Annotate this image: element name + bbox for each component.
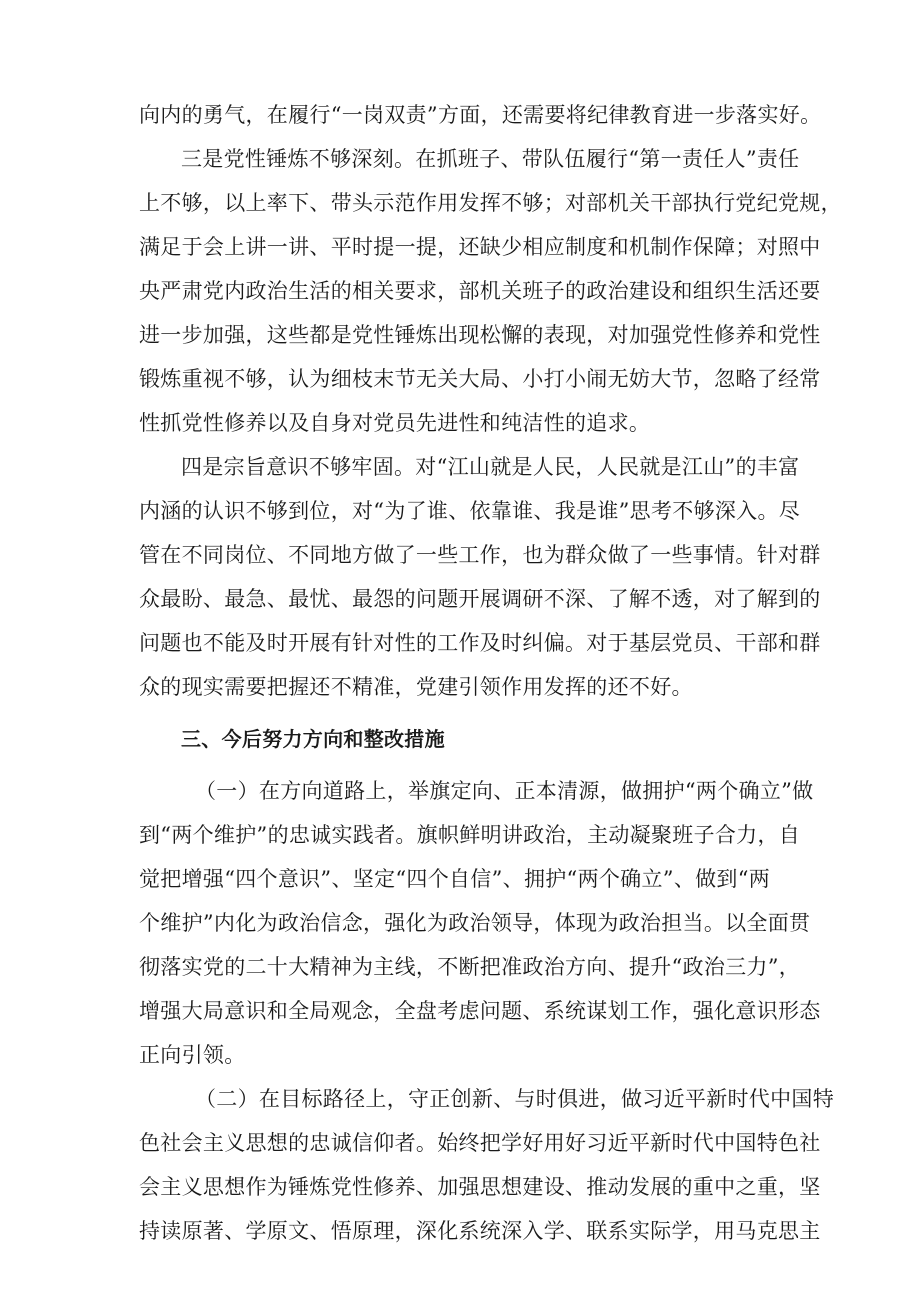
text-line: 锻炼重视不够，认为细枝末节无关大局、小打小闹无妨大节，忽略了经常 — [139, 367, 821, 391]
text-line: 向内的勇气，在履行“一岗双责”方面，还需要将纪律教育进一步落实好。 — [139, 103, 822, 127]
text-line: 觉把增强“四个意识”、坚定“四个自信”、拥护“两个确立”、做到“两 — [139, 867, 771, 891]
text-line: 三是党性锤炼不够深刻。在抓班子、带队伍履行“第一责任人”责任 — [181, 147, 800, 171]
text-line: 到“两个维护”的忠诚实践者。旗帜鲜明讲政治，主动凝聚班子合力，自 — [139, 823, 801, 847]
text-line: 增强大局意识和全局观念，全盘考虑问题、系统谋划工作，强化意识形态 — [139, 999, 821, 1023]
text-line: 彻落实党的二十大精神为主线，不断把准政治方向、提升“政治三力”， — [139, 955, 801, 979]
text-line: 上不够，以上率下、带头示范作用发挥不够；对部机关干部执行党纪党规， — [139, 191, 842, 215]
text-line: 进一步加强，这些都是党性锤炼出现松懈的表现，对加强党性修养和党性 — [139, 323, 821, 347]
text-line: 内涵的认识不够到位，对“为了谁、依靠谁、我是谁”思考不够深入。尽 — [139, 499, 801, 523]
text-line: 四是宗旨意识不够牢固。对“江山就是人民，人民就是江山”的丰富 — [181, 455, 800, 479]
text-line: 问题也不能及时开展有针对性的工作及时纠偏。对于基层党员、干部和群 — [139, 631, 821, 655]
paragraph-continuation — [139, 93, 822, 137]
text-line: 个维护”内化为政治信念，强化为政治领导，体现为政治担当。以全面贯 — [139, 911, 811, 935]
text-line: 会主义思想作为锤炼党性修养、加强思想建设、推动发展的重中之重，坚 — [139, 1175, 821, 1199]
text-line: 性抓党性修养以及自身对党员先进性和纯洁性的追求。 — [139, 411, 651, 435]
paragraph-target-path — [139, 1077, 834, 1253]
text-line: 众的现实需要把握还不精准，党建引领作用发挥的还不好。 — [139, 675, 693, 699]
paragraph-party-spirit — [139, 137, 842, 445]
section-heading: 三、今后努力方向和整改措施 — [181, 727, 445, 751]
paragraph-direction-path — [139, 769, 821, 1077]
document-body — [139, 93, 842, 1253]
paragraph-purpose-awareness — [139, 445, 821, 709]
text-line: 管在不同岗位、不同地方做了一些工作，也为群众做了一些事情。针对群 — [139, 543, 821, 567]
text-line: （二）在目标路径上，守正创新、与时俱进，做习近平新时代中国特 — [195, 1087, 834, 1111]
text-line: 持读原著、学原文、悟原理，深化系统深入学、联系实际学，用马克思主 — [139, 1219, 821, 1243]
text-line: 央严肃党内政治生活的相关要求，部机关班子的政治建设和组织生活还要 — [139, 279, 821, 303]
text-line: （一）在方向道路上，举旗定向、正本清源，做拥护“两个确立”做 — [195, 779, 814, 803]
text-line: 色社会主义思想的忠诚信仰者。始终把学好用好习近平新时代中国特色社 — [139, 1131, 821, 1155]
text-line: 正向引领。 — [139, 1043, 246, 1067]
text-line: 满足于会上讲一讲、平时提一提，还缺少相应制度和机制作保障；对照中 — [139, 235, 821, 259]
text-line: 众最盼、最急、最忧、最怨的问题开展调研不深、了解不透，对了解到的 — [139, 587, 821, 611]
